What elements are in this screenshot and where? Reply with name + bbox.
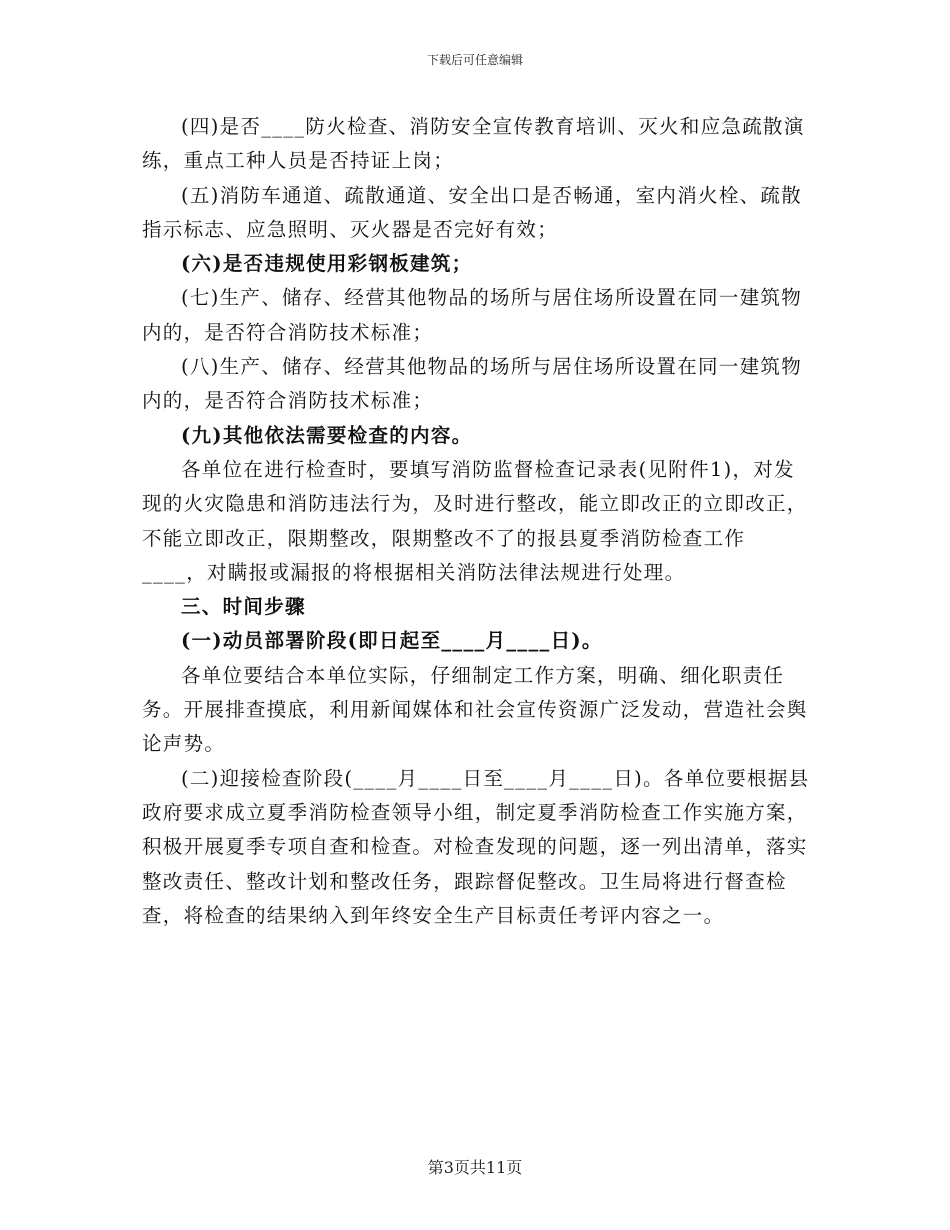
paragraph-item-8: (八)生产、储存、经营其他物品的场所与居住场所设置在同一建筑物内的，是否符合消防技术标准； bbox=[142, 355, 803, 413]
page-number: 第3页共11页 bbox=[427, 1158, 523, 1177]
paragraph-inspection-record: 各单位在进行检查时，要填写消防监督检查记录表(见附件1)，对发现的火灾隐患和消防违法行为，及时进行整改，能立即改正的立即改正，不能立即改正，限期整改，限期整改不了的报县夏季消防检查工作____，对瞒报或漏报的将根据相关消防法律法规进行处理。 bbox=[142, 457, 808, 584]
document-body bbox=[142, 110, 810, 933]
section-heading-schedule: 三、时间步骤 bbox=[181, 595, 306, 619]
paragraph-item-9: (九)其他依法需要检查的内容。 bbox=[181, 423, 473, 447]
paragraph-item-6: (六)是否违规使用彩钢板建筑； bbox=[181, 252, 473, 276]
paragraph-inspection-stage: (二)迎接检查阶段(____月____日至____月____日)。各单位要根据县政府要求成立夏季消防检查领导小组，制定夏季消防检查工作实施方案，积极开展夏季专项自查和检查。对检查发现的问题，逐一列出清单，落实整改责任、整改计划和整改任务，跟踪督促整改。卫生局将进行督查检查，将检查的结果纳入到年终安全生产目标责任考评内容之一。 bbox=[142, 766, 810, 927]
subheading-mobilization-stage: (一)动员部署阶段(即日起至____月____日)。 bbox=[181, 629, 603, 653]
paragraph-mobilization: 各单位要结合本单位实际，仔细制定工作方案，明确、细化职责任务。开展排查摸底，利用新闻媒体和社会宣传资源广泛发动，营造社会舆论声势。 bbox=[142, 663, 808, 756]
paragraph-item-7: (七)生产、储存、经营其他物品的场所与居住场所设置在同一建筑物内的，是否符合消防技术标准； bbox=[142, 286, 803, 344]
paragraph-item-4: (四)是否____防火检查、消防安全宣传教育培训、灭火和应急疏散演练，重点工种人员是否持证上岗； bbox=[142, 115, 805, 173]
page-header: 下载后可任意编辑 bbox=[426, 53, 523, 67]
paragraph-item-5: (五)消防车通道、疏散通道、安全出口是否畅通，室内消火栓、疏散指示标志、应急照明、灭火器是否完好有效； bbox=[142, 183, 803, 241]
